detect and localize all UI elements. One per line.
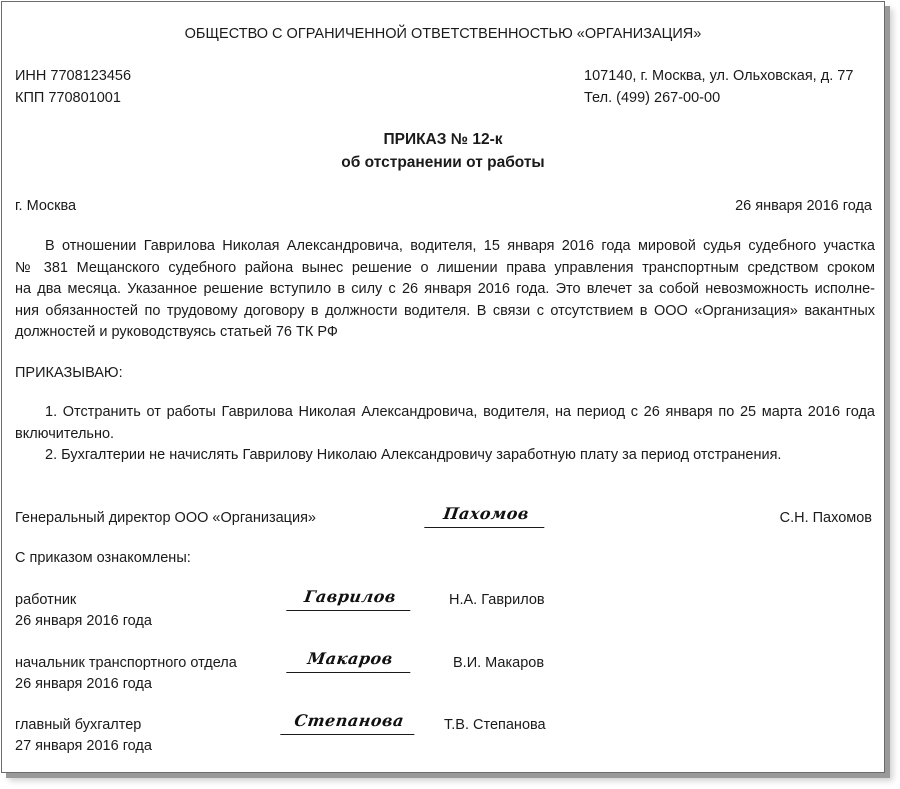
order-subtitle: об отстранении от работы xyxy=(341,154,545,171)
order-date: 26 января 2016 года xyxy=(735,198,872,214)
order-item-1 xyxy=(15,402,875,445)
intro-line: должностей и руководствуясь статьей 76 ТК РФ xyxy=(15,324,338,340)
inn: ИНН 7708123456 xyxy=(15,68,132,84)
order-item-line: 2. Бухгалтерии не начислять Гаврилову Николаю Александровичу заработную плату за период отстранения. xyxy=(45,447,782,463)
signatory-name: Т.В. Степанова xyxy=(444,717,546,733)
signatory-date: 26 января 2016 года xyxy=(15,613,152,629)
order-title: ПРИКАЗ № 12-к xyxy=(383,131,503,148)
organization-phone: Тел. (499) 267-00-00 xyxy=(584,90,721,106)
intro-line: на два месяца. Указанное решение вступило в силу с 26 января 2016 года. Это влечет за собой невозможность исполне- xyxy=(15,281,875,297)
signatory-position: работник xyxy=(15,592,77,608)
signatory-date: 27 января 2016 года xyxy=(15,738,152,754)
intro-line: ния обязанностей по трудовому договору в должности водителя. В связи с отсутствием в ООО «Организация» вакантных xyxy=(15,302,875,319)
organization-address: 107140, г. Москва, ул. Ольховская, д. 77 xyxy=(584,68,854,84)
acquainted-label: С приказом ознакомлены: xyxy=(15,550,191,566)
director-position: Генеральный директор ООО «Организация» xyxy=(15,510,316,526)
kpp: КПП 770801001 xyxy=(15,90,121,106)
signatory-position: начальник транспортного отдела xyxy=(15,655,237,671)
signatory-position: главный бухгалтер xyxy=(15,717,142,733)
order-city: г. Москва xyxy=(15,198,77,214)
director-signature: Пахомов xyxy=(424,503,548,528)
order-item-2 xyxy=(15,445,875,467)
organization-name: ОБЩЕСТВО С ОГРАНИЧЕННОЙ ОТВЕТСТВЕННОСТЬЮ «ОРГАНИЗАЦИЯ» xyxy=(184,26,702,42)
signatory-name: В.И. Макаров xyxy=(453,655,545,671)
intro-line: В отношении Гаврилова Николая Александровича, водителя, 15 января 2016 года мировой судья судебного участка xyxy=(45,238,875,254)
signatory-signature: Макаров xyxy=(286,648,414,673)
signatory-date: 26 января 2016 года xyxy=(15,676,152,692)
signatory-name: Н.А. Гаврилов xyxy=(449,592,545,608)
director-name: С.Н. Пахомов xyxy=(779,510,872,526)
order-item-line: включительно. xyxy=(15,425,115,442)
order-item-line: 1. Отстранить от работы Гаврилова Николая Александровича, водителя, на период с 26 января по 25 марта 2016 года xyxy=(45,404,875,420)
signatory-signature: Степанова xyxy=(280,710,418,735)
intro-line: № 381 Мещанского судебного района вынес решение о лишении права управления транспортным средством сроком xyxy=(15,259,875,276)
order-keyword: ПРИКАЗЫВАЮ: xyxy=(15,365,123,381)
signatory-signature: Гаврилов xyxy=(286,586,414,611)
document-sheet xyxy=(1,1,885,773)
intro-paragraph xyxy=(15,236,875,344)
